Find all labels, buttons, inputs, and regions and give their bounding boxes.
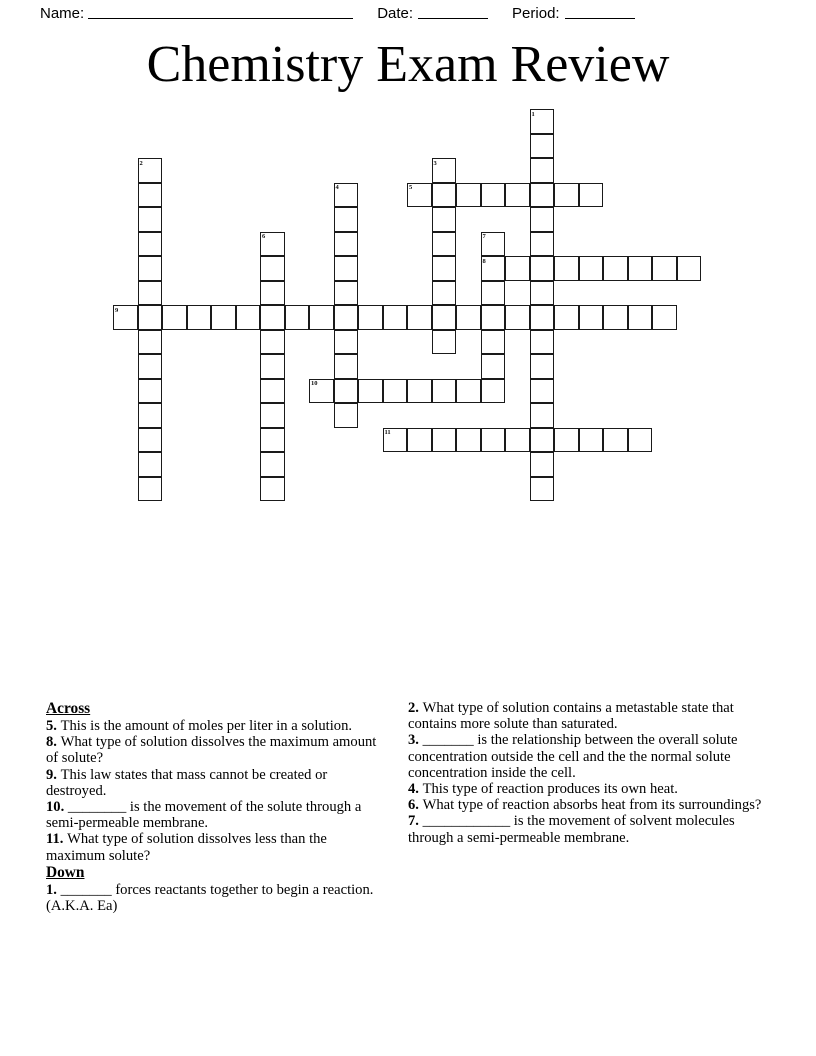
crossword-cell[interactable] bbox=[505, 428, 530, 453]
crossword-cell[interactable] bbox=[530, 477, 555, 502]
crossword-cell[interactable] bbox=[334, 305, 359, 330]
crossword-cell[interactable] bbox=[358, 379, 383, 404]
crossword-cell[interactable] bbox=[285, 305, 310, 330]
crossword-cell[interactable] bbox=[530, 183, 555, 208]
down-clue-list-left bbox=[46, 882, 386, 914]
crossword-clue-number: 10 bbox=[311, 380, 318, 387]
crossword-cell[interactable] bbox=[628, 256, 653, 281]
crossword-cell[interactable] bbox=[260, 428, 285, 453]
crossword-cell[interactable] bbox=[334, 330, 359, 355]
crossword-cell[interactable] bbox=[138, 354, 163, 379]
crossword-cell[interactable] bbox=[334, 232, 359, 257]
crossword-cell[interactable] bbox=[530, 379, 555, 404]
crossword-cell[interactable] bbox=[652, 256, 677, 281]
crossword-cell[interactable] bbox=[260, 305, 285, 330]
clue-across-5 bbox=[46, 718, 386, 734]
crossword-cell[interactable] bbox=[138, 452, 163, 477]
crossword-cell[interactable] bbox=[554, 256, 579, 281]
clue-number: 6. bbox=[408, 797, 423, 814]
crossword-grid[interactable] bbox=[0, 0, 816, 520]
crossword-cell[interactable] bbox=[530, 305, 555, 330]
crossword-cell[interactable] bbox=[260, 232, 285, 257]
crossword-cell[interactable] bbox=[334, 281, 359, 306]
crossword-cell[interactable] bbox=[138, 183, 163, 208]
crossword-cell[interactable] bbox=[432, 379, 457, 404]
crossword-cell[interactable] bbox=[530, 428, 555, 453]
crossword-cell[interactable] bbox=[309, 379, 334, 404]
crossword-clue-number: 7 bbox=[482, 233, 486, 240]
crossword-cell[interactable] bbox=[554, 305, 579, 330]
crossword-cell[interactable] bbox=[138, 207, 163, 232]
crossword-cell[interactable] bbox=[138, 403, 163, 428]
across-clue-list bbox=[46, 718, 386, 864]
crossword-cell[interactable] bbox=[432, 428, 457, 453]
date-label: Date: bbox=[377, 4, 414, 22]
crossword-cell[interactable] bbox=[530, 232, 555, 257]
clue-text: This type of reaction produces its own heat. bbox=[422, 781, 678, 798]
clue-across-10 bbox=[46, 799, 386, 831]
crossword-cell[interactable] bbox=[407, 305, 432, 330]
clue-text: _______ is the relationship between the overall solute concentration outside the cell and the the normal solute concentration inside the cell. bbox=[408, 732, 738, 781]
crossword-cell[interactable] bbox=[260, 452, 285, 477]
clue-down-3 bbox=[408, 732, 763, 781]
clue-text: ________ is the movement of the solute through a semi-permeable membrane. bbox=[46, 799, 362, 832]
clue-number: 2. bbox=[408, 700, 423, 716]
clue-number: 9. bbox=[46, 766, 61, 783]
crossword-cell[interactable] bbox=[505, 305, 530, 330]
clue-across-9 bbox=[46, 767, 386, 799]
crossword-cell[interactable] bbox=[383, 379, 408, 404]
crossword-cell[interactable] bbox=[260, 403, 285, 428]
crossword-clue-number: 3 bbox=[433, 159, 437, 167]
crossword-cell[interactable] bbox=[530, 281, 555, 306]
crossword-cell[interactable] bbox=[334, 256, 359, 281]
page-title: Chemistry Exam Review bbox=[146, 36, 670, 93]
clues-area bbox=[46, 700, 770, 914]
crossword-cell[interactable] bbox=[554, 183, 579, 208]
clue-number: 10. bbox=[46, 799, 68, 816]
crossword-cell[interactable] bbox=[138, 428, 163, 453]
across-heading: Across bbox=[46, 700, 91, 717]
crossword-cell[interactable] bbox=[481, 281, 506, 306]
crossword-cell[interactable] bbox=[334, 207, 359, 232]
crossword-cell[interactable] bbox=[432, 281, 457, 306]
clue-across-8 bbox=[46, 734, 386, 766]
crossword-cell[interactable] bbox=[432, 158, 457, 183]
clue-across-11 bbox=[46, 831, 386, 863]
clue-down-6 bbox=[408, 797, 763, 813]
crossword-cell[interactable] bbox=[432, 256, 457, 281]
crossword-cell[interactable] bbox=[432, 330, 457, 355]
crossword-cell[interactable] bbox=[481, 379, 506, 404]
clue-down-7 bbox=[408, 813, 763, 845]
clue-text: What type of solution contains a metastable state that contains more solute than saturated. bbox=[408, 700, 734, 733]
crossword-cell[interactable] bbox=[628, 305, 653, 330]
crossword-cell[interactable] bbox=[579, 256, 604, 281]
crossword-cell[interactable] bbox=[138, 281, 163, 306]
down-clue-list-right bbox=[408, 700, 763, 846]
down-heading: Down bbox=[46, 863, 85, 881]
crossword-cell[interactable] bbox=[260, 281, 285, 306]
crossword-clue-number: 11 bbox=[384, 429, 391, 436]
crossword-cell[interactable] bbox=[260, 379, 285, 404]
crossword-cell[interactable] bbox=[530, 134, 555, 159]
crossword-cell[interactable] bbox=[260, 330, 285, 355]
crossword-cell[interactable] bbox=[211, 305, 236, 330]
crossword-cell[interactable] bbox=[383, 428, 408, 453]
crossword-clue-number: 8 bbox=[482, 257, 486, 265]
clues-column-right bbox=[408, 700, 763, 846]
crossword-cell[interactable] bbox=[309, 305, 334, 330]
crossword-clue-number: 9 bbox=[115, 306, 119, 314]
crossword-cell[interactable] bbox=[505, 256, 530, 281]
crossword-cell[interactable] bbox=[358, 305, 383, 330]
crossword-cell[interactable] bbox=[677, 256, 702, 281]
crossword-cell[interactable] bbox=[456, 379, 481, 404]
crossword-clue-number: 1 bbox=[531, 110, 535, 118]
clue-text: What type of solution dissolves the maximum amount of solute? bbox=[46, 734, 377, 767]
crossword-cell[interactable] bbox=[138, 232, 163, 257]
crossword-cell[interactable] bbox=[334, 379, 359, 404]
clue-text: This law states that mass cannot be created or destroyed. bbox=[46, 766, 328, 799]
crossword-clue-number: 5 bbox=[409, 184, 413, 191]
crossword-cell[interactable] bbox=[530, 207, 555, 232]
crossword-clue-number: 6 bbox=[262, 233, 266, 240]
crossword-cell[interactable] bbox=[432, 305, 457, 330]
crossword-cell[interactable] bbox=[505, 183, 530, 208]
clue-down-2 bbox=[408, 700, 763, 732]
crossword-cell[interactable] bbox=[481, 232, 506, 257]
crossword-cell[interactable] bbox=[260, 354, 285, 379]
crossword-cell[interactable] bbox=[432, 207, 457, 232]
clue-text: What type of reaction absorbs heat from its surroundings? bbox=[422, 797, 762, 814]
crossword-cell[interactable] bbox=[432, 232, 457, 257]
name-label: Name: bbox=[40, 4, 85, 22]
crossword-cell[interactable] bbox=[603, 256, 628, 281]
crossword-cell[interactable] bbox=[579, 428, 604, 453]
clue-text: This is the amount of moles per liter in a solution. bbox=[60, 718, 353, 734]
crossword-cell[interactable] bbox=[432, 183, 457, 208]
clue-number: 8. bbox=[46, 734, 61, 751]
clue-number: 11. bbox=[46, 831, 68, 848]
crossword-cell[interactable] bbox=[481, 305, 506, 330]
crossword-clue-number: 2 bbox=[139, 159, 143, 167]
crossword-cell[interactable] bbox=[481, 183, 506, 208]
crossword-cell[interactable] bbox=[260, 477, 285, 502]
crossword-cell[interactable] bbox=[334, 354, 359, 379]
crossword-cell[interactable] bbox=[138, 330, 163, 355]
clues-column-left bbox=[46, 700, 386, 914]
clue-number: 3. bbox=[408, 732, 423, 749]
clue-text: ____________ is the movement of solvent molecules through a semi-permeable membrane. bbox=[408, 813, 735, 846]
crossword-cell[interactable] bbox=[334, 403, 359, 428]
crossword-cell[interactable] bbox=[407, 183, 432, 208]
crossword-cell[interactable] bbox=[407, 379, 432, 404]
crossword-cell[interactable] bbox=[530, 330, 555, 355]
crossword-cell[interactable] bbox=[456, 183, 481, 208]
crossword-cell[interactable] bbox=[407, 428, 432, 453]
crossword-cell[interactable] bbox=[652, 305, 677, 330]
crossword-clue-number: 4 bbox=[335, 184, 339, 191]
clue-number: 4. bbox=[408, 781, 423, 798]
crossword-cell[interactable] bbox=[334, 183, 359, 208]
crossword-cell[interactable] bbox=[530, 256, 555, 281]
crossword-cell[interactable] bbox=[138, 256, 163, 281]
crossword-cell[interactable] bbox=[481, 354, 506, 379]
crossword-cell[interactable] bbox=[603, 428, 628, 453]
clue-down-4 bbox=[408, 781, 763, 797]
crossword-cell[interactable] bbox=[456, 428, 481, 453]
crossword-cell[interactable] bbox=[530, 109, 555, 134]
crossword-cell[interactable] bbox=[554, 428, 579, 453]
crossword-cell[interactable] bbox=[187, 305, 212, 330]
crossword-cell[interactable] bbox=[138, 305, 163, 330]
period-label: Period: bbox=[512, 4, 560, 22]
crossword-cell[interactable] bbox=[383, 305, 408, 330]
crossword-cell[interactable] bbox=[579, 305, 604, 330]
crossword-cell[interactable] bbox=[138, 379, 163, 404]
crossword-cell[interactable] bbox=[481, 330, 506, 355]
clue-number: 1. bbox=[46, 881, 61, 898]
clue-text: What type of solution dissolves less than the maximum solute? bbox=[46, 831, 327, 864]
crossword-cell[interactable] bbox=[579, 183, 604, 208]
clue-text: _______ forces reactants together to begin a reaction. (A.K.A. Ea) bbox=[46, 881, 374, 915]
crossword-cell[interactable] bbox=[138, 158, 163, 183]
crossword-cell[interactable] bbox=[530, 403, 555, 428]
crossword-cell[interactable] bbox=[603, 305, 628, 330]
clue-down-1 bbox=[46, 882, 386, 914]
crossword-cell[interactable] bbox=[530, 452, 555, 477]
crossword-cell[interactable] bbox=[236, 305, 261, 330]
crossword-cell[interactable] bbox=[162, 305, 187, 330]
clue-number: 5. bbox=[46, 718, 61, 734]
crossword-cell[interactable] bbox=[138, 477, 163, 502]
crossword-cell[interactable] bbox=[113, 305, 138, 330]
crossword-cell[interactable] bbox=[628, 428, 653, 453]
crossword-cell[interactable] bbox=[260, 256, 285, 281]
crossword-cell[interactable] bbox=[530, 158, 555, 183]
crossword-cell[interactable] bbox=[481, 256, 506, 281]
crossword-cell[interactable] bbox=[481, 428, 506, 453]
clue-number: 7. bbox=[408, 813, 423, 830]
crossword-cell[interactable] bbox=[456, 305, 481, 330]
crossword-cell[interactable] bbox=[530, 354, 555, 379]
